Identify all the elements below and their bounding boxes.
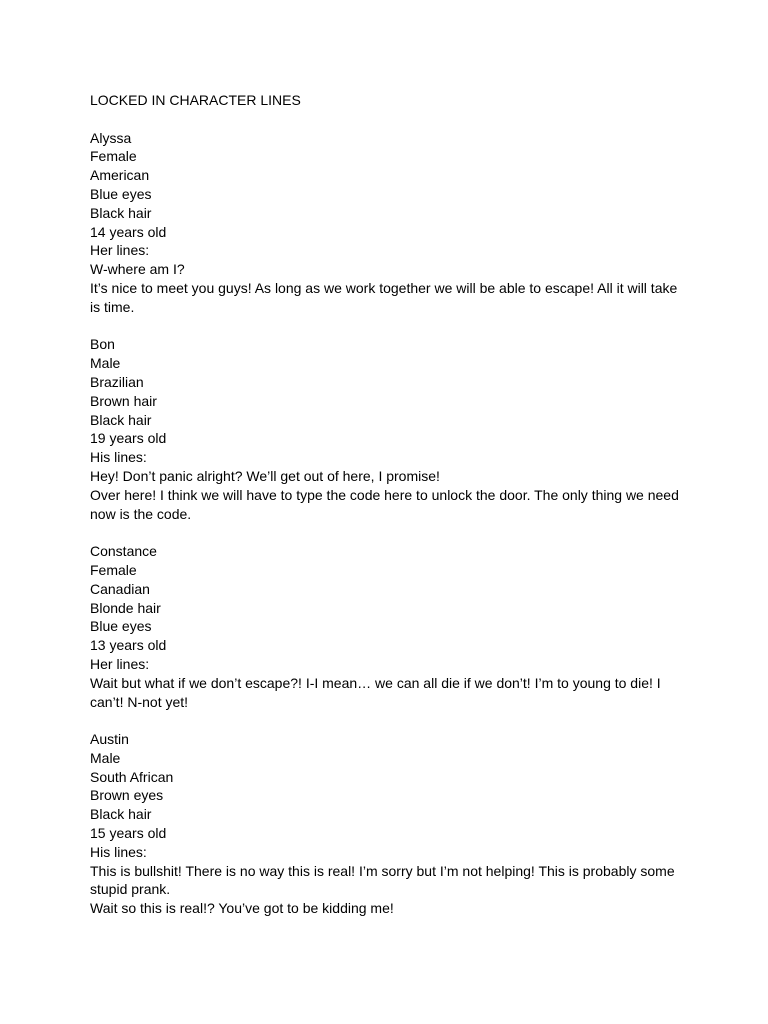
character-block-bon <box>90 335 690 523</box>
dialogue-line: Over here! I think we will have to type the code here to unlock the door. The only thing we need now is the code. <box>90 486 679 522</box>
character-block-austin <box>90 730 690 918</box>
character-trait: Black hair <box>90 806 152 823</box>
lines-label: His lines: <box>90 449 147 466</box>
character-block-constance <box>90 542 690 711</box>
character-trait: 14 years old <box>90 223 167 240</box>
dialogue-line: Hey! Don’t panic alright? We’ll get out of here, I promise! <box>90 467 440 484</box>
character-trait: Blonde hair <box>90 599 161 616</box>
character-trait: Brazilian <box>90 373 144 390</box>
character-name: Constance <box>90 543 157 560</box>
character-trait: 13 years old <box>90 637 167 654</box>
dialogue-line: This is bullshit! There is no way this is real! I’m sorry but I’m not helping! This is probably some stupid prank. <box>90 862 675 898</box>
character-trait: Black hair <box>90 204 152 221</box>
document-title: LOCKED IN CHARACTER LINES <box>90 92 301 108</box>
character-trait: 19 years old <box>90 430 167 447</box>
dialogue-line: Wait but what if we don’t escape?! I-I mean… we can all die if we don’t! I’m to young to die! I can’t! N-not yet! <box>90 674 661 710</box>
dialogue-line: Wait so this is real!? You’ve got to be kidding me! <box>90 900 394 917</box>
character-trait: Male <box>90 355 121 372</box>
character-trait: Female <box>90 561 137 578</box>
character-trait: Male <box>90 749 121 766</box>
document-page <box>90 91 690 937</box>
character-trait: 15 years old <box>90 825 167 842</box>
character-trait: American <box>90 167 150 184</box>
character-trait: Female <box>90 148 137 165</box>
character-trait: Blue eyes <box>90 618 152 635</box>
lines-label: Her lines: <box>90 655 150 672</box>
character-name: Bon <box>90 336 115 353</box>
lines-label: Her lines: <box>90 242 150 259</box>
character-trait: Black hair <box>90 411 152 428</box>
character-block-alyssa <box>90 129 690 317</box>
character-trait: Brown hair <box>90 392 157 409</box>
character-trait: Brown eyes <box>90 787 164 804</box>
character-trait: Blue eyes <box>90 185 152 202</box>
character-trait: Canadian <box>90 580 150 597</box>
dialogue-line: W-where am I? <box>90 261 185 278</box>
character-name: Austin <box>90 731 129 748</box>
character-name: Alyssa <box>90 129 132 146</box>
lines-label: His lines: <box>90 843 147 860</box>
dialogue-line: It’s nice to meet you guys! As long as we work together we will be able to escape! All it will take is time. <box>90 279 678 315</box>
character-trait: South African <box>90 768 174 785</box>
